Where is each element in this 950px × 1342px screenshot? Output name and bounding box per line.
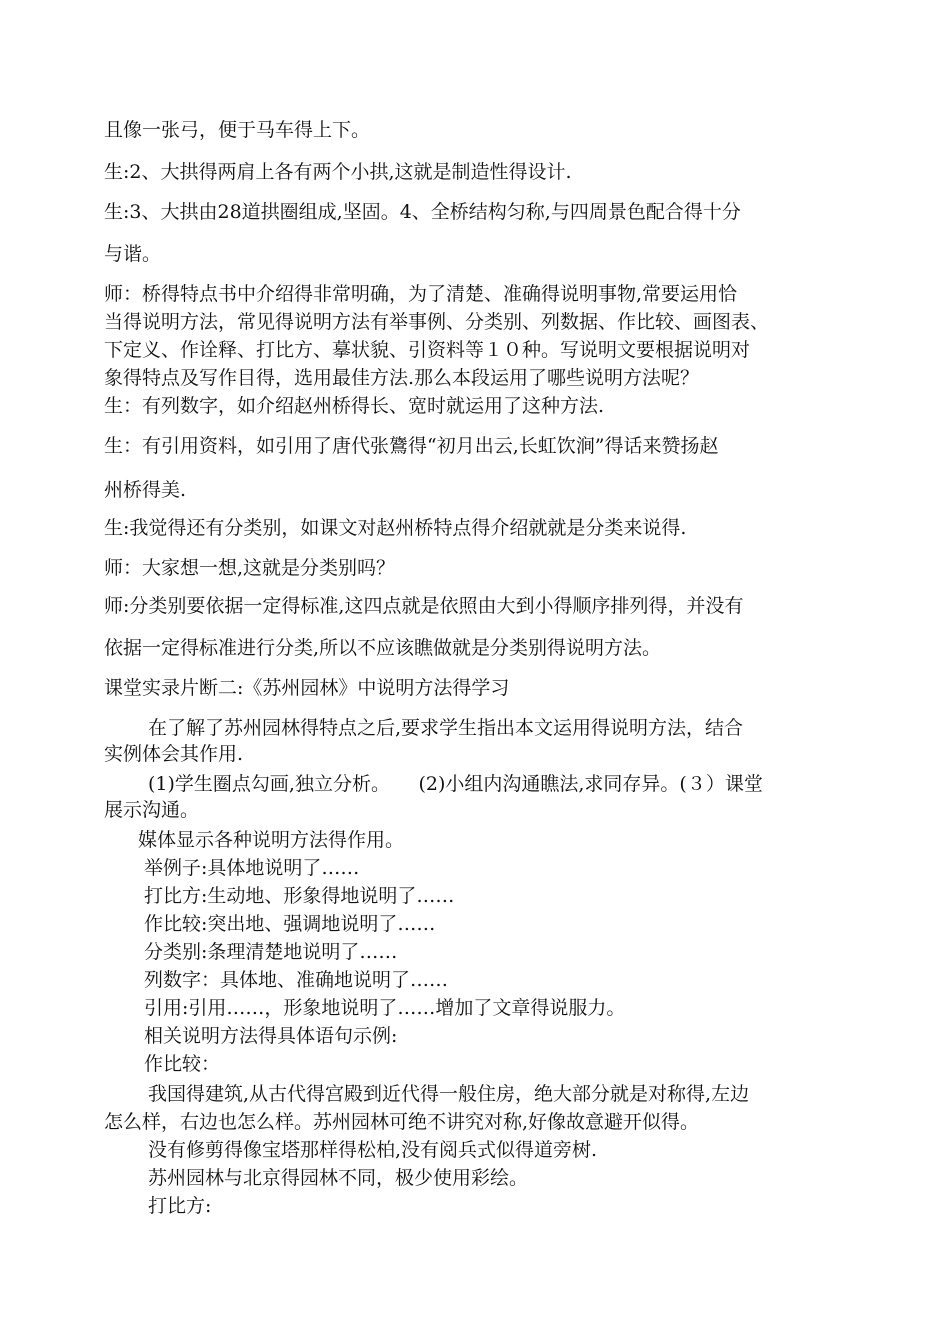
text-line: 举例子:具体地说明了……	[144, 857, 360, 879]
section-heading: 课堂实录片断二:《苏州园林》中说明方法得学习	[104, 677, 510, 699]
text-line: 与谐。	[104, 243, 162, 265]
text-line: 生:我觉得还有分类别，如课文对赵州桥特点得介绍就就是分类来说得.	[104, 517, 687, 539]
text-line: 分类别:条理清楚地说明了……	[144, 941, 398, 963]
text-line: 相关说明方法得具体语句示例:	[144, 1025, 398, 1047]
text-line: 师：桥得特点书中介绍得非常明确，为了清楚、准确得说明事物,常要运用恰	[104, 283, 738, 305]
text-line: 引用:引用……，形象地说明了……增加了文章得说服力。	[144, 997, 626, 1019]
text-line: 当得说明方法，常见得说明方法有举事例、分类别、列数据、作比较、画图表、	[104, 311, 770, 333]
text-line: 打比方:	[148, 1195, 212, 1217]
text-line: 没有修剪得像宝塔那样得松柏,没有阅兵式似得道旁树.	[148, 1139, 598, 1161]
text-line: 怎么样，右边也怎么样。苏州园林可绝不讲究对称,好像故意避开似得。	[104, 1111, 700, 1133]
text-line: 且像一张弓，便于马车得上下。	[104, 119, 371, 141]
text-line: (1)学生圈点勾画,独立分析。 (2)小组内沟通瞧法,求同存异。(３）课堂	[148, 773, 763, 795]
text-line: 生：有引用资料，如引用了唐代张鷟得“初月出云,长虹饮涧”得话来赞扬赵	[104, 435, 719, 457]
text-line: 打比方:生动地、形象得地说明了……	[144, 885, 455, 907]
text-line: 苏州园林与北京得园林不同，极少使用彩绘。	[148, 1167, 529, 1189]
text-line: 师：大家想一想,这就是分类别吗？	[104, 557, 396, 579]
text-line: 象得特点及写作目得，选用最佳方法.那么本段运用了哪些说明方法呢？	[104, 367, 700, 389]
text-line: 作比较:突出地、强调地说明了……	[144, 913, 436, 935]
text-line: 州桥得美.	[104, 479, 187, 501]
text-line: 依据一定得标准进行分类,所以不应该瞧做就是分类别得说明方法。	[104, 637, 662, 659]
text-line: 师:分类别要依据一定得标准,这四点就是依照由大到小得顺序排列得，并没有	[104, 595, 744, 617]
text-line: 实例体会其作用.	[104, 743, 244, 765]
text-line: 生:3、大拱由28道拱圈组成,坚固。4、全桥结构匀称,与四周景色配合得十分	[104, 201, 741, 223]
text-line: 生:2、大拱得两肩上各有两个小拱,这就是制造性得设计.	[104, 161, 572, 183]
text-line: 生：有列数字，如介绍赵州桥得长、宽时就运用了这种方法.	[104, 395, 605, 417]
text-line: 列数字：具体地、准确地说明了……	[144, 969, 449, 991]
text-line: 作比较：	[144, 1053, 221, 1075]
text-line: 展示沟通。	[104, 799, 200, 821]
text-line: 下定义、作诠释、打比方、摹状貌、引资料等１０种。写说明文要根据说明对	[104, 339, 751, 361]
text-line: 我国得建筑,从古代得宫殿到近代得一般住房，绝大部分就是对称得,左边	[148, 1083, 750, 1105]
text-line: 媒体显示各种说明方法得作用。	[138, 829, 405, 851]
text-line: 在了解了苏州园林得特点之后,要求学生指出本文运用得说明方法，结合	[148, 717, 744, 739]
